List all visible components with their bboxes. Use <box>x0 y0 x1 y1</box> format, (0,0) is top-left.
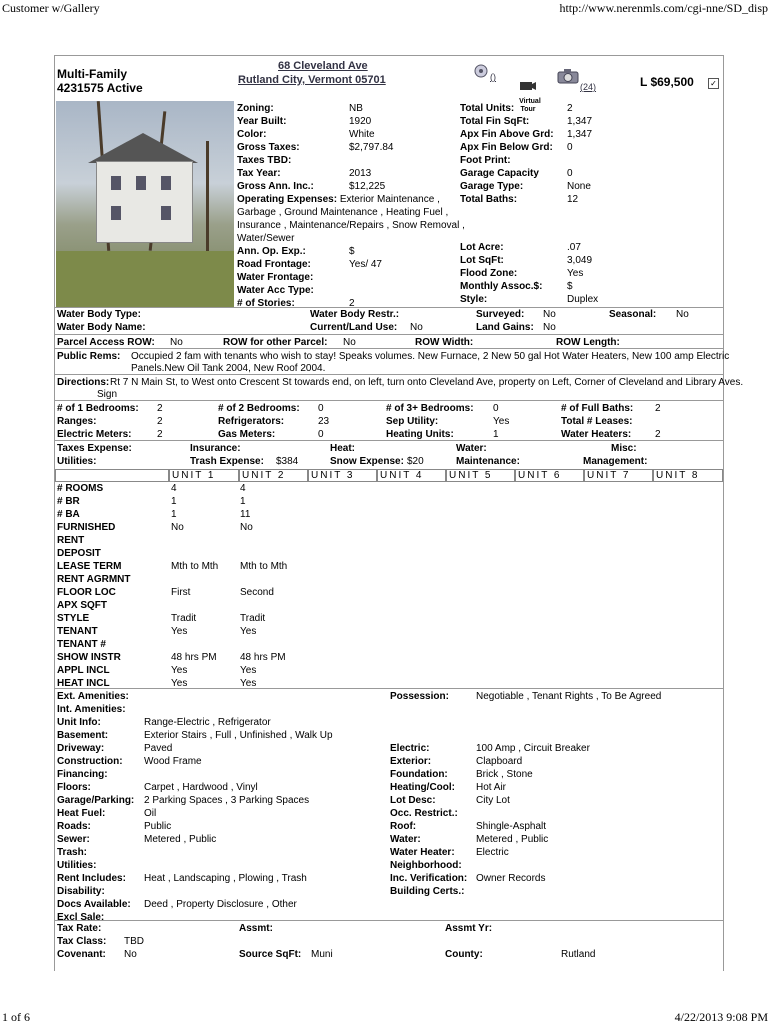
detail-fin-above-grade: Apx Fin Above Grd: 1,347 <box>460 129 593 140</box>
public-remarks-line-2: Panels.New Oil Tank 2004, New Roof 2004. <box>131 363 326 374</box>
unit-row: TENANT # <box>57 639 106 650</box>
unit-row: TENANT Yes Yes <box>57 626 257 637</box>
detail-flood-zone: Flood Zone: Yes <box>460 268 584 279</box>
camera-icon[interactable] <box>557 68 579 84</box>
public-remarks-label: Public Rems: <box>57 351 121 362</box>
unit-row: HEAT INCL Yes Yes <box>57 678 257 689</box>
unit-row: APX SQFT <box>57 600 108 611</box>
water-body-restr-label: Water Body Restr.: <box>310 309 400 320</box>
amenities-left: Ext. Amenities: Int. Amenities: Unit Info: Range-Electric , Refrigerator Basement: Exterior Stairs , Full , Unfinished , Walk Up Driveway: Paved Construction: Wood Frame Financing: Floors: Carpet , Hardwood , Vinyl Garage/Parking: 2 Parking Spaces , 3 Parking Spaces Heat Fuel: Oil Roads: Public Sewer: Metered , Public Trash: Utilities: Rent Includes: Heat , Landscaping , Plowing , Trash Disability: Docs Available: Deed , Property Disclosure , Other Excl Sale: <box>57 691 333 923</box>
city-state-zip-link[interactable]: Rutland City, Vermont 05701 <box>238 74 386 86</box>
unit-header-2: UNIT 2 <box>239 469 308 482</box>
county-label: County: <box>445 949 483 960</box>
amenities-right: Electric: 100 Amp , Circuit Breaker Exterior: Clapboard Foundation: Brick , Stone Heating/Cool: Hot Air Lot Desc: City Lot Occ. Restrict.: Roof: Shingle-Asphalt Water: Metered , Public Water Heater: Electric Neighborhood: Inc. Verification: Owner Records Building Certs.: <box>390 743 590 897</box>
print-header-title: Customer w/Gallery <box>2 1 100 15</box>
list-price: L $69,500 <box>640 75 694 89</box>
detail-water-acc-type: Water Acc Type: <box>237 285 314 296</box>
detail-foot-print: Foot Print: <box>460 155 511 166</box>
tax-class-label: Tax Class: <box>57 936 107 947</box>
detail-ann-op-exp: Ann. Op. Exp.: $ <box>237 246 355 257</box>
detail-garage-capacity: Garage Capacity 0 <box>460 168 573 179</box>
detail-lot-sqft: Lot SqFt: 3,049 <box>460 255 593 266</box>
detail-style: Style: Duplex <box>460 294 599 305</box>
page-number: 1 of 6 <box>2 1010 30 1024</box>
unit-header-3: UNIT 3 <box>308 469 377 482</box>
unit-header-5: UNIT 5 <box>446 469 515 482</box>
county-value: Rutland <box>561 949 596 960</box>
photo-count-link[interactable]: (24) <box>580 82 597 92</box>
unit-row: APPL INCL Yes Yes <box>57 665 257 676</box>
unit-row: LEASE TERM Mth to Mth Mth to Mth <box>57 561 288 572</box>
unit-row: # BA 1 11 <box>57 509 251 520</box>
details-left-group: Zoning: NB Year Built: 1920 Color: White Gross Taxes: $2,797.84 Taxes TBD: Tax Year: 2013 Gross Ann. Inc.: $12,225 Operating Expenses: Exterior Maintenance , Garbage , Ground Maintenance , Heating Fuel , Insurance , Maintenance/Repairs , Snow Removal , Water/Sewer Ann. Op. Exp.: $ Road Frontage: Yes/ 47 Water Frontage: Water Acc Type: # of Stories: 2 <box>237 103 465 309</box>
source-sqft-label: Source SqFt: <box>239 949 302 960</box>
detail-gross-annual-income: Gross Ann. Inc.: $12,225 <box>237 181 386 192</box>
property-type: Multi-Family <box>57 67 128 81</box>
virtual-tour-icon[interactable]: Virtual Tour <box>515 64 541 94</box>
detail-total-units: Total Units: 2 <box>460 103 573 114</box>
snow-expense-label: Snow Expense: <box>330 456 404 467</box>
row-width-label: ROW Width: <box>415 337 474 348</box>
unit-header-6: UNIT 6 <box>515 469 584 482</box>
detail-color: Color: White <box>237 129 375 140</box>
covenant-value: No <box>124 949 137 960</box>
unit-row: FLOOR LOC First Second <box>57 587 274 598</box>
trash-expense-value: $384 <box>276 456 299 467</box>
detail-operating-expenses: Operating Expenses: Exterior Maintenance , <box>237 194 440 205</box>
print-datetime: 4/22/2013 9:08 PM <box>674 1010 768 1024</box>
covenant-label: Covenant: <box>57 949 106 960</box>
detail-taxes-tbd: Taxes TBD: <box>237 155 292 166</box>
counts-col-4: # of Full Baths: 2 Total # Leases: Water Heaters: 2 <box>561 403 661 440</box>
detail-water-frontage: Water Frontage: <box>237 272 314 283</box>
details-right-group <box>460 102 592 206</box>
public-remarks-line-1: Occupied 2 fam with tenants who wish to stay! Speaks volumes. New Furnace, 2 New 50 gal Hot Water Heaters, New 100 amp Electric <box>131 351 730 362</box>
unit-header-blank <box>55 469 169 482</box>
utilities-expense-label: Utilities: <box>57 456 97 467</box>
unit-header-8: UNIT 8 <box>653 469 723 482</box>
survey-icon[interactable] <box>474 64 488 78</box>
detail-total-baths: Total Baths: 12 <box>460 194 579 205</box>
unit-row: # BR 1 1 <box>57 496 246 507</box>
parcel-access-row-label: Parcel Access ROW: <box>57 337 155 348</box>
detail-road-frontage: Road Frontage: Yes/ 47 <box>237 259 382 270</box>
seasonal-value: No <box>676 309 689 320</box>
counts-col-2: # of 2 Bedrooms: 0 Refrigerators: 23 Gas Meters: 0 <box>218 403 330 440</box>
unit-header-1: UNIT 1 <box>169 469 239 482</box>
land-gains-label: Land Gains: <box>476 322 534 333</box>
property-photo[interactable] <box>56 101 234 307</box>
counts-col-3: # of 3+ Bedrooms: 0 Sep Utility: Yes Heating Units: 1 <box>386 403 510 440</box>
unit-table <box>57 482 287 690</box>
unit-row: RENT <box>57 535 85 546</box>
detail-fin-below-grade: Apx Fin Below Grd: 0 <box>460 142 573 153</box>
detail-tax-year: Tax Year: 2013 <box>237 168 372 179</box>
detail-zoning: Zoning: NB <box>237 103 363 114</box>
seasonal-label: Seasonal: <box>609 309 657 320</box>
detail-year-built: Year Built: 1920 <box>237 116 372 127</box>
row-length-label: ROW Length: <box>556 337 620 348</box>
water-expense-label: Water: <box>456 443 487 454</box>
tax-rate-label: Tax Rate: <box>57 923 102 934</box>
surveyed-label: Surveyed: <box>476 309 525 320</box>
surveyed-value: No <box>543 309 556 320</box>
survey-link[interactable]: () <box>490 72 496 82</box>
unit-row: # ROOMS 4 4 <box>57 483 246 494</box>
possession-row: Possession: Negotiable , Tenant Rights , To Be Agreed <box>390 691 662 702</box>
detail-stories: # of Stories: 2 <box>237 298 355 309</box>
snow-expense-value: $20 <box>407 456 424 467</box>
parcel-access-row-value: No <box>170 337 183 348</box>
water-body-type-label: Water Body Type: <box>57 309 141 320</box>
water-body-name-label: Water Body Name: <box>57 322 146 333</box>
directions-line-1: Rt 7 N Main St, to West onto Crescent St towards end, on left, turn onto Cleveland Ave, property on Left, Corner of Cleveland and Library Aves. <box>110 377 744 388</box>
detail-lot-acre: Lot Acre: .07 <box>460 242 581 253</box>
assmt-label: Assmt: <box>239 923 273 934</box>
taxes-expense-label: Taxes Expense: <box>57 443 132 454</box>
row-other-parcel-value: No <box>343 337 356 348</box>
unit-row: SHOW INSTR 48 hrs PM 48 hrs PM <box>57 652 286 663</box>
unit-header-7: UNIT 7 <box>584 469 653 482</box>
detail-monthly-assoc: Monthly Assoc.$: $ <box>460 281 573 292</box>
detail-gross-taxes: Gross Taxes: $2,797.84 <box>237 142 394 153</box>
current-land-use-value: No <box>410 322 423 333</box>
trash-expense-label: Trash Expense: <box>190 456 264 467</box>
counts-col-1: # of 1 Bedrooms: 2 Ranges: 2 Electric Meters: 2 <box>57 403 163 440</box>
heat-label: Heat: <box>330 443 356 454</box>
land-gains-value: No <box>543 322 556 333</box>
unit-header-4: UNIT 4 <box>377 469 446 482</box>
select-checkbox[interactable]: ✓ <box>708 75 719 93</box>
details-right-group-2 <box>460 241 598 306</box>
detail-total-fin-sqft: Total Fin SqFt: 1,347 <box>460 116 593 127</box>
misc-label: Misc: <box>611 443 637 454</box>
unit-row: STYLE Tradit Tradit <box>57 613 266 624</box>
row-other-parcel-label: ROW for other Parcel: <box>223 337 328 348</box>
directions-label: Directions: <box>57 377 110 388</box>
unit-row: RENT AGRMNT <box>57 574 131 585</box>
directions-line-2: Sign <box>97 389 118 400</box>
management-label: Management: <box>583 456 648 467</box>
unit-row: FURNISHED No No <box>57 522 253 533</box>
current-land-use-label: Current/Land Use: <box>310 322 398 333</box>
listing-id-status: 4231575 Active <box>57 81 143 95</box>
detail-garage-type: Garage Type: None <box>460 181 591 192</box>
street-address-link[interactable]: 68 Cleveland Ave <box>278 60 368 72</box>
print-header-url: http://www.nerenmls.com/cgi-nne/SD_disp <box>559 1 768 15</box>
assmt-yr-label: Assmt Yr: <box>445 923 493 934</box>
insurance-label: Insurance: <box>190 443 241 454</box>
maintenance-label: Maintenance: <box>456 456 520 467</box>
tax-class-value: TBD <box>124 936 144 947</box>
unit-row: DEPOSIT <box>57 548 101 559</box>
source-sqft-value: Muni <box>311 949 333 960</box>
